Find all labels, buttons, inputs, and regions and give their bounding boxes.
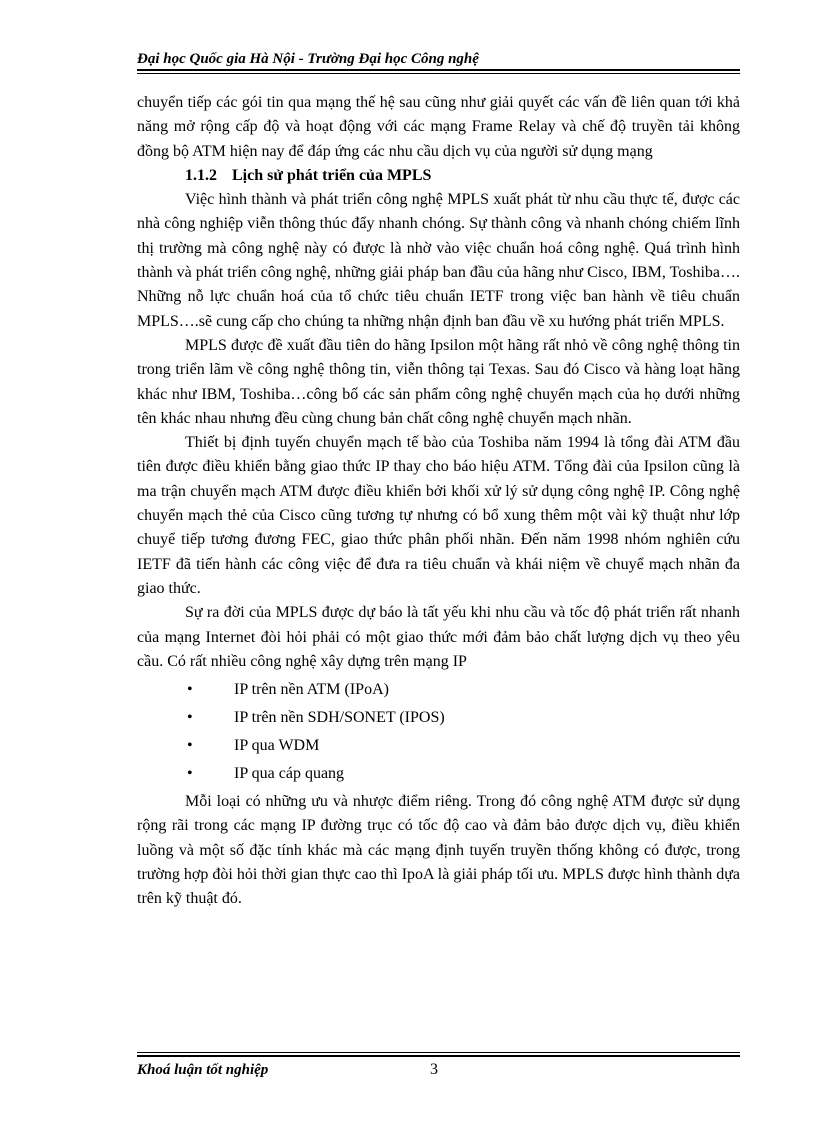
header-rule-thick: [137, 69, 740, 71]
bullet-list: [137, 676, 740, 788]
section-number: 1.1.2: [185, 166, 217, 184]
bullet-icon: •: [187, 765, 193, 783]
bullet-icon: •: [187, 737, 193, 755]
list-item: [137, 732, 740, 760]
bullet-icon: •: [187, 709, 193, 727]
footer-label: Khoá luận tốt nghiệp: [137, 1062, 269, 1078]
paragraph: Thiết bị định tuyến chuyển mạch tế bào của Toshiba năm 1994 là tổng đài ATM đầu tiên được điều khiển bằng giao thức IP thay cho báo hiệu ATM. Tổng đài của Ipsilon cũng là ma trận chuyển mạch ATM được điều khiển bởi khối xử lý sử dụng công nghệ IP. Công nghệ chuyển mạch thẻ của Cisco cũng tương tự nhưng có bổ xung thêm một vài kỹ thuật như lớp chuyể tiếp tương đương FEC, giao thức phân phối nhãn. Đến năm 1998 nhóm nghiên cứu IETF đã tiến hành các công việc để đưa ra tiêu chuẩn và khái niệm về chuyể mạch nhãn đa giao thức.: [137, 434, 740, 597]
list-item-text: IP qua cáp quang: [234, 765, 345, 783]
list-item: [137, 676, 740, 704]
section-title: Lịch sử phát triển của MPLS: [232, 166, 432, 184]
closing-paragraph: Mỗi loại có những ưu và nhược điểm riêng. Trong đó công nghệ ATM được sử dụng rộng rãi trong các mạng IP đường trục có tốc độ cao và đảm bảo được dịch vụ, điều khiển luồng và một số đặc tính khác mà các mạng định tuyến truyền thống không có được, trong trường hợp đòi hỏi thời gian thực cao thì IpoA là giải pháp tối ưu. MPLS được hình thành dựa trên kỹ thuật đó.: [137, 793, 740, 908]
list-item: [137, 760, 740, 788]
footer-rule-thin: [137, 1052, 740, 1053]
page-header: [137, 50, 740, 74]
section-heading: [137, 164, 740, 188]
header-rule-thin: [137, 73, 740, 74]
list-item-text: IP trên nền ATM (IPoA): [234, 681, 389, 699]
list-item-text: IP trên nền SDH/SONET (IPOS): [234, 709, 445, 727]
paragraph: Sự ra đời của MPLS được dự báo là tất yếu khi nhu cầu và tốc độ phát triển rất nhanh của mạng Internet đòi hỏi phải có một giao thức mới đảm bảo chất lượng dịch vụ theo yêu cầu. Có rất nhiều công nghệ xây dựng trên mạng IP: [137, 604, 740, 670]
bullet-icon: •: [187, 681, 193, 699]
page-number: 3: [430, 1061, 438, 1078]
page-body: [137, 91, 740, 912]
footer-rule-thick: [137, 1055, 740, 1057]
paragraph: Việc hình thành và phát triển công nghệ MPLS xuất phát từ nhu cầu thực tế, được các nhà công nghiệp viễn thông thúc đẩy nhanh chóng. Sự thành công và nhanh chóng chiếm lĩnh thị trường mà công nghệ này có được là nhờ vào việc chuẩn hoá công nghệ. Quá trình hình thành và phát triển công nghệ, những giải pháp ban đầu của hãng như Cisco, IBM, Toshiba…. Những nỗ lực chuẩn hoá của tổ chức tiêu chuẩn IETF trong việc ban hành về tiêu chuẩn MPLS….sẽ cung cấp cho chúng ta những nhận định ban đầu về xu hướng phát triển MPLS.: [137, 191, 740, 330]
page-footer: [137, 1052, 740, 1080]
header-title: Đại học Quốc gia Hà Nội - Trường Đại học Công nghệ: [137, 51, 479, 67]
footer-row: [137, 1060, 740, 1080]
list-item-text: IP qua WDM: [234, 737, 320, 755]
intro-paragraph: chuyển tiếp các gói tin qua mạng thế hệ sau cũng như giải quyết các vấn đề liên quan tới khả năng mở rộng cấp độ và hoạt động với các mạng Frame Relay và chế độ truyền tải không đồng bộ ATM hiện nay để đáp ứng các nhu cầu dịch vụ của người sử dụng mạng: [137, 94, 740, 160]
paragraph: MPLS được đề xuất đầu tiên do hãng Ipsilon một hãng rất nhỏ về công nghệ thông tin trong triển lãm về công nghệ thông tin, viễn thông tại Texas. Sau đó Cisco và hàng loạt hãng khác như IBM, Toshiba…công bố các sản phẩm công nghệ chuyển mạch của họ dưới những tên khác nhau nhưng đều cùng chung bản chất công nghệ chuyển mạch nhãn.: [137, 336, 740, 427]
list-item: [137, 704, 740, 732]
